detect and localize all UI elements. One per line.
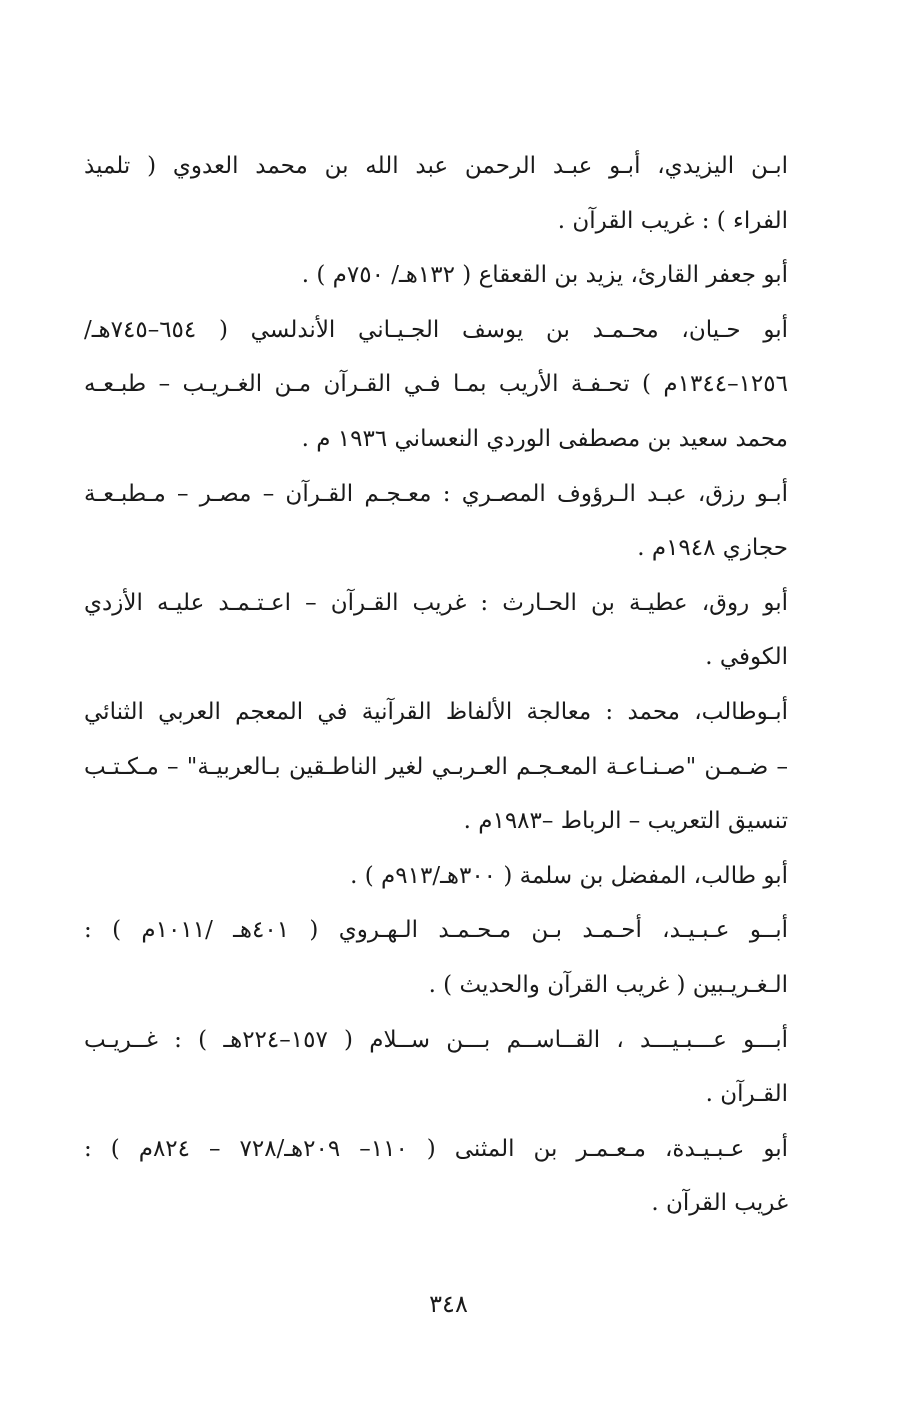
bibliography-entry — [84, 849, 788, 904]
entry-line: غريب القرآن . — [651, 1190, 788, 1217]
entry-line: تنسيق التعريب – الرباط –١٩٨٣م . — [463, 808, 788, 835]
bibliography-entry — [84, 467, 788, 576]
bibliography-entry — [84, 576, 788, 685]
entry-line: أبو حـيان، محـمـد بن يوسف الجـيـاني الأندلسي ( ٦٥٤–٧٤٥هـ/ — [84, 316, 788, 343]
entry-line: أبــو عـبـيـد، أحـمـد بـن مـحـمـد الـهـروي ( ٤٠١هـ /١٠١١م ) : — [84, 917, 788, 944]
entry-line: محمد سعيد بن مصطفى الوردي النعساني ١٩٣٦ م . — [301, 425, 788, 452]
entry-line: أبو جعفر القارئ، يزيد بن القعقاع ( ١٣٢هـ/ ٧٥٠م ) . — [301, 262, 788, 289]
entry-line: الـغـريـبين ( غريب القرآن والحديث ) . — [428, 971, 788, 998]
bibliography-entry — [84, 303, 788, 467]
bibliography-entry — [84, 685, 788, 849]
bibliography-entry — [84, 139, 788, 248]
entry-line: الكوفي . — [705, 644, 788, 671]
entry-line: حجازي ١٩٤٨م . — [637, 535, 788, 562]
entry-line: أبـوطالب، محمد : معالجة الألفاظ القرآنية في المعجم العربي الثنائي — [84, 698, 788, 725]
page-number: ٣٤٨ — [429, 1290, 468, 1318]
entry-line: ١٢٥٦–١٣٤٤م ) تحـفـة الأريب بمـا فـي القـرآن مـن الغـريـب – طبـعـه — [84, 371, 788, 398]
entry-line: الفراء ) : غريب القرآن . — [557, 207, 788, 234]
bibliography-entry — [84, 1122, 788, 1231]
entry-line: أبو روق، عطيـة بن الحـارث : غريب القـرآن – اعـتـمـد عليـه الأزدي — [84, 589, 788, 616]
entry-line: أبو طالب، المفضل بن سلمة ( ٣٠٠هـ/٩١٣م ) . — [350, 862, 788, 889]
entry-line: ابـن اليزيدي، أبـو عبـد الرحمن عبد الله بن محمد العدوي ( تلميذ — [84, 153, 788, 179]
bibliography-entry — [84, 1013, 788, 1122]
bibliography-entry — [84, 903, 788, 1012]
entry-line: أبو عـبـيـدة، مـعـمـر بن المثنى ( ١١٠– ٢٠٩هـ/٧٢٨ – ٨٢٤م ) : — [84, 1135, 788, 1162]
entry-line: أبـــو عـــبـيـــد ، القــاســم بـــن ســلام ( ١٥٧–٢٢٤هـ ) : غــريـب — [84, 1026, 788, 1053]
entry-line: أبـو رزق، عبـد الـرؤوف المصـري : معـجـم القـرآن – مصـر – مـطبـعـة — [84, 480, 788, 507]
entry-line: – ضـمـن "صـنـاعـة المعـجـم العـربـي لغير الناطـقين بـالعربيـة" – مـكـتـب — [84, 753, 788, 780]
entry-line: القـرآن . — [705, 1081, 788, 1108]
bibliography-entry — [84, 248, 788, 303]
bibliography-list — [84, 139, 788, 1231]
